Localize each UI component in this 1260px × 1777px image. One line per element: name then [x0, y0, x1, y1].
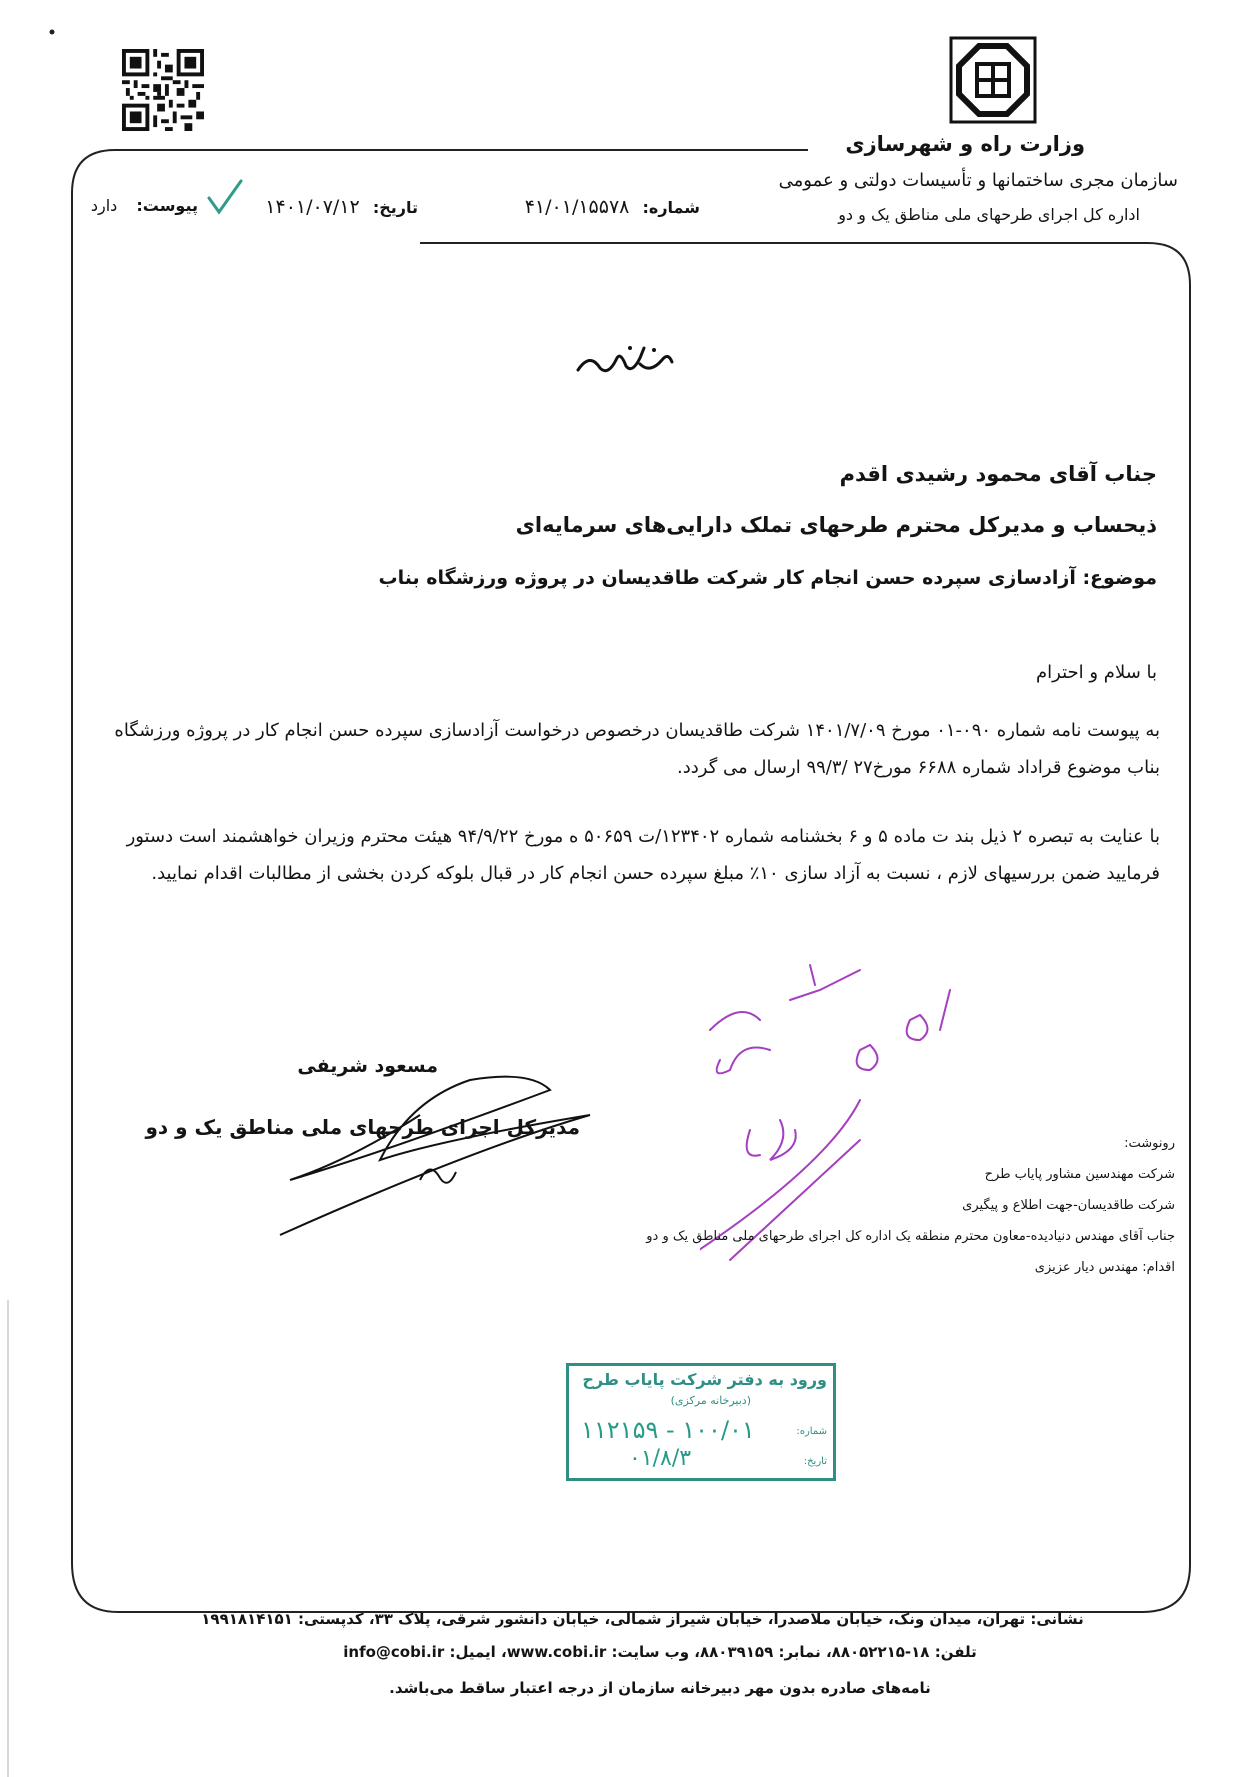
letter-subject: موضوع: آزادسازی سپرده حسن انجام کار شرکت طاقدیسان در پروژه ورزشگاه بناب [378, 567, 1157, 589]
letter-date [265, 196, 418, 218]
checkmark-icon [205, 178, 245, 218]
attachment-value: دارد [90, 196, 118, 215]
footer-contact: تلفن: ۱۸-۸۸۰۵۲۲۱۵، نمابر: ۸۸۰۳۹۱۵۹، وب سایت: www.cobi.ir، ایمیل: info@cobi.ir [343, 1643, 977, 1661]
copies-item: اقدام: مهندس دیار عزیزی [1034, 1260, 1175, 1275]
letter-number [525, 196, 700, 218]
ministry-emblem-icon [949, 36, 1037, 124]
letter-date-label: تاریخ: [372, 198, 418, 217]
body-paragraph: به پیوست نامه شماره ۰۹۰-۰۱ مورخ ۱۴۰۱/۷/۰۹ شرکت طاقدیسان درخصوص درخواست آزادسازی سپرده حسن انجام کار در پروژه ورزشگاه بناب موضوع قراداد شماره ۶۶۸۸ مورخ۲۷ /۹۹/۳ ارسال می گردد. [114, 720, 1160, 778]
stamp-title: ورود به دفتر شرکت پایاب طرح [582, 1370, 827, 1389]
qr-code-icon [122, 48, 204, 132]
footer-address: نشانی: تهران، میدان ونک، خیابان ملاصدرا، خیابان شیراز شمالی، خیابان دانشور شرقی، پلاک ۳۳، کدپستی: ۱۹۹۱۸۱۴۱۵۱ [201, 1610, 1084, 1628]
registry-stamp [566, 1363, 836, 1481]
attachment-label: پیوست: [136, 196, 198, 215]
ministry-name: وزارت راه و شهرسازی [845, 132, 1085, 156]
copies-label: رونوشت: [1124, 1136, 1175, 1151]
attachment [91, 196, 198, 215]
copies-list [646, 1128, 1175, 1283]
footer-notice: نامه‌های صادره بدون مهر دبیرخانه سازمان از درجه اعتبار ساقط می‌باشد. [389, 1679, 931, 1697]
department-name: اداره کل اجرای طرحهای ملی مناطق یک و دو [838, 205, 1140, 224]
letter-number-label: شماره: [642, 198, 700, 217]
signer-name: مسعود شریفی [297, 1055, 438, 1077]
stamp-date-label: تاریخ: [803, 1456, 827, 1467]
organization-name: سازمان مجری ساختمانها و تأسیسات دولتی و عمومی [778, 170, 1178, 191]
letter-number-value: ۴۱/۰۱/۱۵۵۷۸ [524, 196, 630, 218]
copies-item: شرکت مهندسین مشاور پایاب طرح [984, 1167, 1175, 1182]
copies-item: جناب آقای مهندس دنیادیده-معاون محترم منطقه یک اداره کل اجرای طرحهای ملی مناطق یک و دو [646, 1229, 1175, 1244]
letter-date-value: ۱۴۰۱/۰۷/۱۲ [265, 196, 360, 218]
calligraphy-heading-icon [570, 340, 680, 380]
greeting: با سلام و احترام [1036, 662, 1157, 683]
body-paragraph: با عنایت به تبصره ۲ ذیل بند ت ماده ۵ و ۶ بخشنامه شماره ۱۲۳۴۰۲/ت ۵۰۶۵۹ ه مورخ ۹۴/۹/۲۲ هیئت محترم وزیران خواهشمند است دستور فرمایید ضمن بررسیهای لازم ، نسبت به آزاد سازی ۱۰٪ مبلغ سپرده حسن انجام کار در قبال بلوکه کردن بخشی از مطالبات اقدام نمایید. [126, 826, 1160, 884]
recipient-position: ذیحساب و مدیرکل محترم طرحهای تملک دارایی‌های سرمایه‌ای [515, 513, 1157, 537]
stamp-date-value: ۰۱/۸/۳ [629, 1446, 692, 1471]
handwritten-signature-icon [270, 1060, 600, 1250]
stamp-subtitle: (دبیرخانه مرکزی) [670, 1394, 751, 1407]
signer-title: مدیرکل اجرای طرحهای ملی مناطق یک و دو [145, 1115, 580, 1139]
stamp-number-value: ۱۰۰/۰۱ - ۱۱۲۱۵۹ [581, 1416, 755, 1444]
recipient-name: جناب آقای محمود رشیدی اقدم [839, 462, 1157, 486]
stamp-number-label: شماره: [796, 1426, 827, 1437]
copies-item: شرکت طاقدیسان-جهت اطلاع و پیگیری [962, 1198, 1175, 1213]
